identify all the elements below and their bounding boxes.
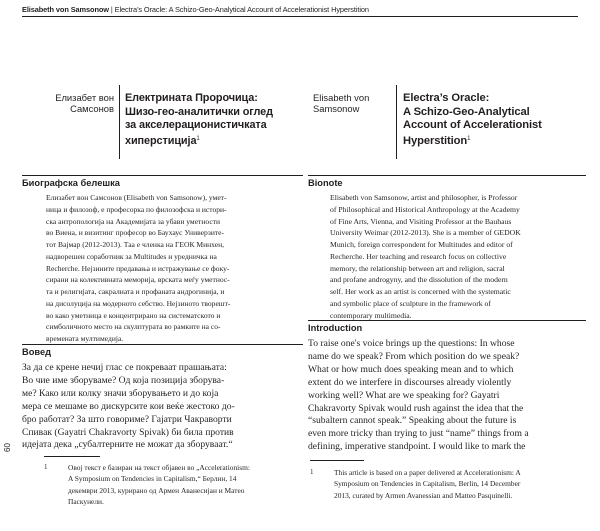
intro-heading-rule-en [308,320,586,321]
title-rule-en [396,85,397,159]
bio-line: ница и филозоф, е професорка по филозофска и истори- [46,204,227,214]
author-name-mk-line1: Елизабет вон [55,92,114,103]
intro-line: What or how much does speaking mean and to which [308,363,514,375]
author-name-en-line1: Elisabeth von [313,92,370,103]
intro-line: name do we speak? From which position do we speak? [308,350,520,362]
bio-line: во Виена, и визитинг професор во Баухаус Универзите- [46,228,225,238]
footnote-en [334,467,586,501]
running-header-author: Elisabeth von Samsonow [22,5,109,14]
bio-line: тот Вајмар (2012-2013). Таа е членка на ГЕОК Минхен, [46,240,225,249]
title-mk-line: за акселерационистичката [125,119,267,132]
intro-line: even more tricky than trying to just “name” things from a [308,428,529,440]
intro-line: Спивак (Gayatri Chakravorty Spivak) би била против [22,426,234,438]
bio-line: of Philosophical and Historical Anthropology at the Academy [330,204,520,214]
bio-line: and profane androgyny, and the dissolution of the modern [330,275,508,285]
bio-line: во како уметница е концентрирано на систематското и [46,310,221,320]
running-header-title: Electra’s Oracle: A Schizo-Geo-Analytical Account of Accelerationist Hyperstition [114,5,369,14]
title-mk-line: Шизо-гео-аналитички оглед [125,105,273,118]
footnote-line: Овој текст е базиран на текст објавен во „Accelerationism: [68,463,250,472]
bio-line: Recherche. Нејзините предавања и истражување се фоку- [46,263,230,273]
intro-line: To raise one's voice brings up the questions: In whose [308,338,515,349]
title-en-footnote-ref[interactable]: 1 [467,135,471,142]
title-en-line: Account of Accelerationist [403,119,542,132]
bio-line: сирани на колективната меморија, врската меѓу уметнос- [46,275,230,285]
intro-line: Во чие име зборуваме? Од која позиција зборува- [22,374,225,386]
author-name-en-line2: Samsonow [313,102,360,114]
title-mk-line: Електрината Пророчица: [125,92,258,104]
intro-line: мера се мешаме во дискурсите кои веќе жестоко до- [22,400,235,412]
footnote-line: This article is based on a paper delivered at Accelerationism: A [334,468,521,477]
bio-line: memory, the relationship between art and religion, sacral [330,263,505,273]
intro-line: ме? Како или колку значи зборувањето и до која [22,387,219,399]
intro-line: extent do we interfere in discourses already violently [308,376,512,388]
bio-line: Munich, foreign correspondent for Multitudes and editor of [330,240,513,249]
bio-line: Recherche. Her teaching and research focus on collective [330,251,507,261]
header-rule [22,16,578,17]
footnote-number-en: 1 [310,468,314,476]
bio-heading-rule-en [308,175,586,176]
intro-heading-mk: Вовед [22,347,52,357]
intro-line: Chakravorty Spivak would rush against the idea that the [308,402,524,414]
bio-line: надворешен соработник за Multitudes и уредничка на [46,251,217,261]
intro-heading-rule-mk [22,344,303,345]
bio-line: self. Her work as an artist is concerned with the systematic [330,287,511,296]
intro-heading-en: Introduction [308,323,363,333]
bio-line: та и религијата, сакралната и профаната андрогинија, и [46,287,225,296]
title-en-line: Electra’s Oracle: [403,92,490,104]
title-mk-footnote-ref[interactable]: 1 [196,135,200,142]
bio-line: University Weimar (2012-2013). She is a member of GEDOK [330,228,521,238]
article-title-en [403,92,581,148]
page-number: 60 [3,443,12,452]
footnote-line: A Symposium on Tendencies in Capitalism,“ Берлин, 14 [68,474,237,484]
author-name-en [313,93,393,114]
title-en-line: Hyperstition$^1$ [403,134,471,147]
intro-line: бро работат? За што говориме? Гајатри Чакраворти [22,413,232,425]
author-name-mk [34,93,114,114]
intro-line: defining, imperative standpoint. I would like to mark the [308,441,526,453]
bio-line: and symbolic place of sculpture in the framework of [330,298,491,308]
footnote-line: Паскунели. [68,496,104,506]
intro-text-mk [22,362,303,452]
bio-heading-en: Bionote [308,178,343,188]
footnote-number-mk: 1 [44,463,48,471]
bio-line: на дисолуција на модерното себство. Нејзиното творешт- [46,298,231,308]
intro-line: “subaltern cannot speak.” Speaking about the future is [308,415,517,427]
intro-line: working well? What are we speaking for? Gayatri [308,389,500,401]
title-mk-line: хиперстиција$^1$ [125,134,200,147]
bio-line: симболичното место на скулптурата во рамките на со- [46,322,221,332]
bio-text-mk [46,192,302,345]
bio-text-en [330,192,586,321]
footnote-rule-en [310,460,364,461]
footnote-mk [68,462,304,507]
intro-text-en [308,338,586,454]
footnote-line: Symposium on Tendencies in Capitalism, Berlin, 14 December [334,479,521,489]
bio-heading-mk: Биографска белешка [22,178,120,188]
title-rule-mk [119,85,120,159]
footnote-line: декември 2013, курирано од Армен Аванесијан и Матео [68,485,245,495]
bio-line: Elisabeth von Samsonow, artist and philosopher, is Professor [330,193,518,202]
bio-line: Елизабет вон Самсонов (Elisabeth von Samsonow), умет- [46,193,227,202]
bio-heading-rule-mk [22,175,303,176]
running-header: Elisabeth von Samsonow | Electra’s Oracle: A Schizo-Geo-Analytical Account of Accelerationist Hyperstition [22,5,369,14]
intro-line: За да се крене нечиј глас се покреваат прашањата: [22,362,227,373]
footnote-rule-mk [44,456,100,457]
footnote-line: 2013, curated by Armen Avanessian and Matteo Pasquinelli. [334,490,513,500]
bio-line: of Fine Arts, Vienna, and Visiting Professor at the Bauhaus [330,216,512,226]
author-name-mk-line2: Самсонов [70,102,114,114]
intro-line: идејата дека „субалтерните не можат да зборуваат.“ [22,439,233,451]
bio-line: contemporary multimedia. [330,310,412,320]
article-title-mk [125,92,303,148]
bio-line: ска антропологија на Академијата за убави уметности [46,216,221,226]
bio-line: времената мултимедија. [46,334,124,343]
title-en-line: A Schizo-Geo-Analytical [403,105,530,118]
